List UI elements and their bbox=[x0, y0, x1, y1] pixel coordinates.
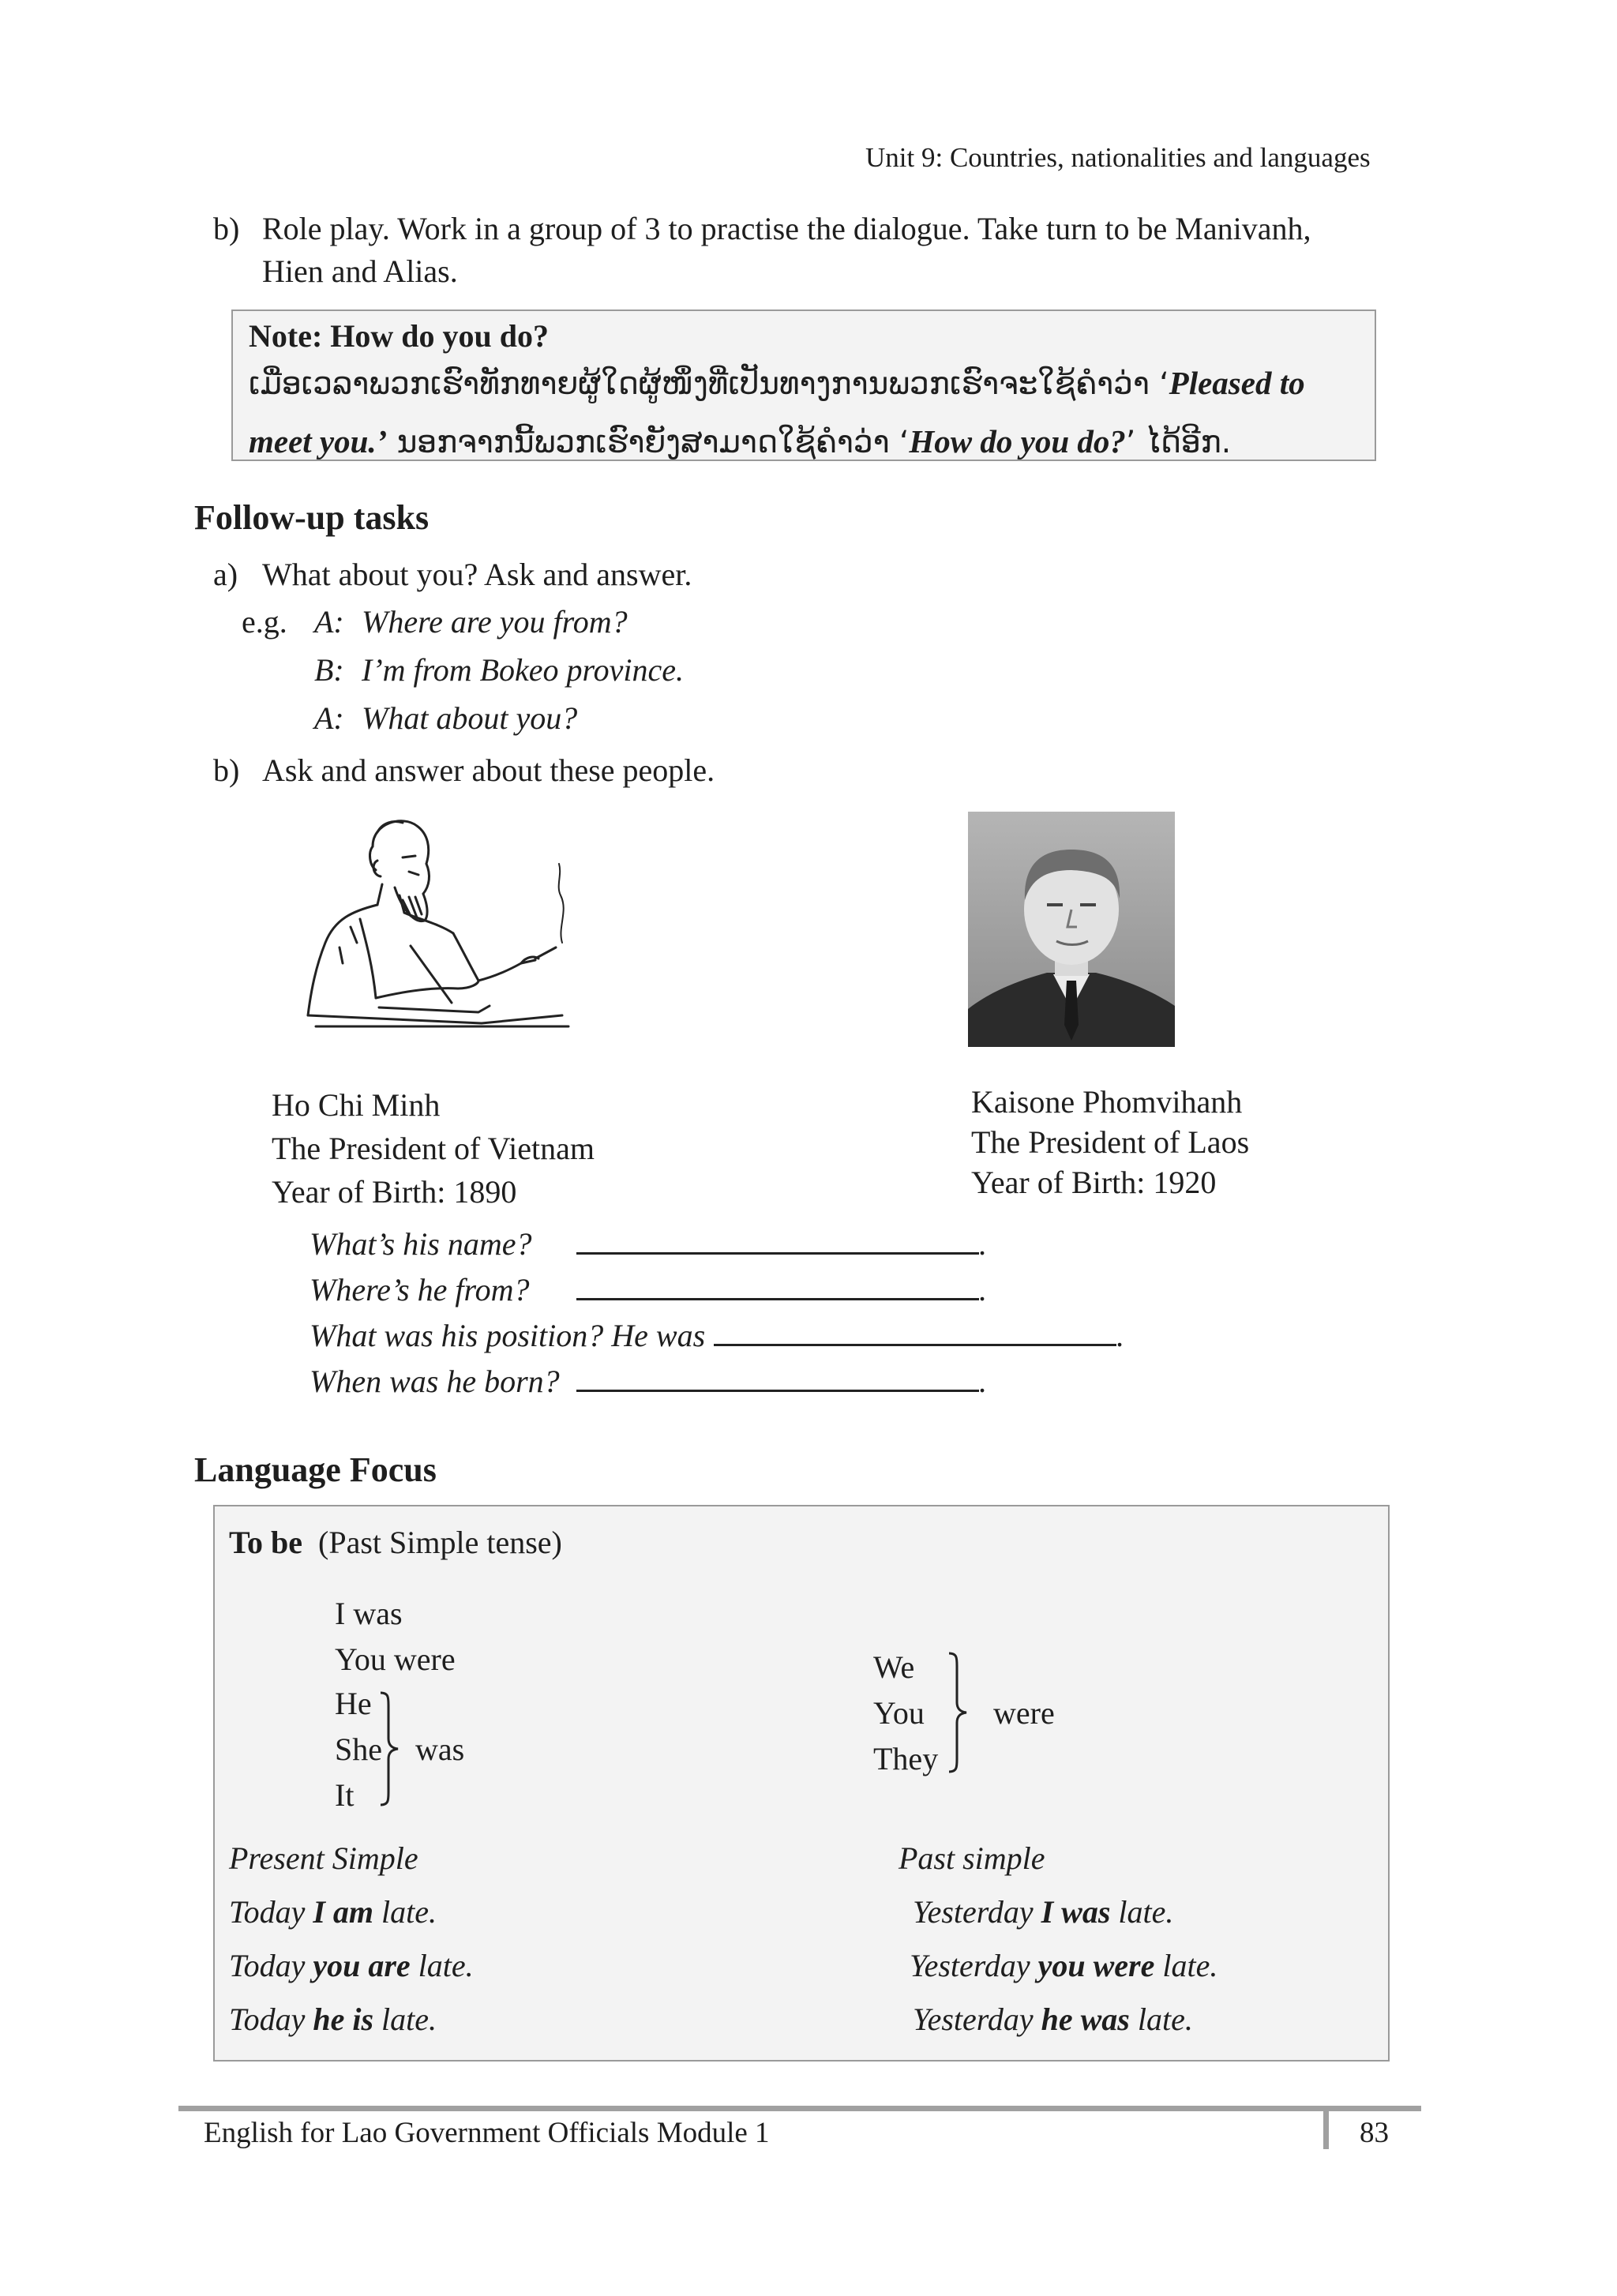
ho-chi-minh-illustration bbox=[284, 808, 592, 1045]
verb-were: were bbox=[993, 1695, 1055, 1731]
dialogue-line bbox=[314, 700, 577, 737]
pronoun-they: They bbox=[873, 1741, 939, 1776]
note-line-2 bbox=[249, 413, 1359, 471]
pronoun-it: It bbox=[335, 1777, 355, 1813]
follow-up-b-text: Ask and answer about these people. bbox=[262, 752, 715, 788]
role-play-line1: Role play. Work in a group of 3 to practise the dialogue. Take turn to be Manivanh, bbox=[262, 211, 1311, 246]
note-lao-text-1: ເມື່ອເວລາພວກເຮົາທັກທາຍຜູ້ໃດຜູ້ໜຶ່ງທີ່ເປັນທາງການພວກເຮົາຈະໃຊ້ຄຳວ່າ ‘ bbox=[249, 366, 1169, 402]
item-label: b) bbox=[213, 752, 240, 788]
person-birth-year: Year of Birth: 1920 bbox=[971, 1165, 1217, 1200]
question-name: What’s his name? bbox=[310, 1226, 532, 1262]
pronoun-we: We bbox=[873, 1649, 915, 1685]
follow-up-item-b bbox=[213, 752, 715, 789]
person-position: The President of Vietnam bbox=[272, 1131, 595, 1166]
question-origin: Where’s he from? bbox=[310, 1272, 530, 1307]
pronoun-she: She bbox=[335, 1731, 382, 1767]
person-caption-ho-chi-minh bbox=[272, 1083, 595, 1214]
footer-divider bbox=[1323, 2106, 1329, 2149]
present-example: Today you are late. bbox=[229, 1948, 474, 1983]
form-i-was: I was bbox=[335, 1596, 403, 1631]
note-lao-text-2: ນອກຈາກນີ້ພວກເຮົາຍັງສາມາດໃຊ້ຄຳວ່າ ‘ bbox=[387, 425, 910, 460]
dialogue-text: Where are you from? bbox=[362, 604, 628, 640]
person-name: Ho Chi Minh bbox=[272, 1087, 441, 1123]
present-simple-label: Present Simple bbox=[229, 1840, 418, 1876]
answer-blank[interactable]: . bbox=[576, 1225, 987, 1262]
kaisone-phomvihanh-photo bbox=[968, 812, 1175, 1047]
person-caption-kaisone bbox=[971, 1082, 1249, 1202]
present-example: Today he is late. bbox=[229, 2001, 437, 2037]
dialogue-text: I’m from Bokeo province. bbox=[362, 652, 685, 688]
follow-up-heading: Follow-up tasks bbox=[194, 498, 430, 537]
pronoun-you-plural: You bbox=[873, 1695, 925, 1731]
grammar-heading-rest: (Past Simple tense) bbox=[318, 1525, 562, 1560]
answer-blank[interactable]: . bbox=[576, 1271, 987, 1308]
past-example: Yesterday he was late. bbox=[913, 2001, 1193, 2037]
follow-up-item-a bbox=[213, 556, 692, 593]
brace-icon bbox=[946, 1650, 970, 1775]
pronoun-he: He bbox=[335, 1686, 372, 1721]
page-number: 83 bbox=[1360, 2117, 1389, 2149]
question-birth: When was he born? bbox=[310, 1364, 560, 1399]
past-example: Yesterday I was late. bbox=[913, 1894, 1174, 1930]
answer-blank[interactable]: . bbox=[714, 1317, 1124, 1354]
note-line-1 bbox=[249, 355, 1359, 413]
dialogue-line bbox=[314, 651, 684, 688]
question-position: What was his position? He was bbox=[310, 1318, 706, 1353]
past-example: Yesterday you were late. bbox=[910, 1948, 1218, 1983]
item-label: a) bbox=[213, 557, 238, 592]
note-title: Note: How do you do? bbox=[249, 318, 550, 354]
unit-title: Unit 9: Countries, nationalities and languages bbox=[865, 142, 1371, 173]
dialogue-line bbox=[314, 603, 628, 640]
eg-label: e.g. bbox=[242, 604, 287, 640]
item-label: b) bbox=[213, 211, 240, 246]
role-play-line2: Hien and Alias. bbox=[262, 253, 458, 289]
person-birth-year: Year of Birth: 1890 bbox=[272, 1174, 517, 1210]
speaker: A: bbox=[314, 604, 344, 640]
speaker: B: bbox=[314, 652, 344, 688]
brace-icon bbox=[377, 1690, 401, 1808]
form-you-were: You were bbox=[335, 1641, 456, 1677]
dialogue-text: What about you? bbox=[362, 700, 578, 736]
answer-blank[interactable]: . bbox=[576, 1363, 987, 1400]
note-en-phrase-3: How do you do? bbox=[909, 423, 1126, 460]
verb-was: was bbox=[415, 1731, 465, 1767]
note-en-phrase-1: Pleased to bbox=[1169, 365, 1305, 401]
follow-up-a-text: What about you? Ask and answer. bbox=[262, 557, 692, 592]
language-focus-heading: Language Focus bbox=[194, 1450, 437, 1489]
person-name: Kaisone Phomvihanh bbox=[971, 1084, 1243, 1120]
role-play-item bbox=[213, 210, 1311, 247]
person-position: The President of Laos bbox=[971, 1124, 1250, 1160]
note-lao-tail: ’ ໄດ້ອີກ. bbox=[1125, 425, 1232, 460]
footer-rule bbox=[178, 2106, 1421, 2111]
present-example: Today I am late. bbox=[229, 1894, 437, 1930]
footer-book-title: English for Lao Government Officials Module 1 bbox=[204, 2117, 770, 2149]
past-simple-label: Past simple bbox=[899, 1840, 1045, 1876]
grammar-heading bbox=[229, 1524, 562, 1561]
note-box bbox=[231, 310, 1376, 461]
grammar-heading-bold: To be bbox=[229, 1525, 303, 1560]
note-en-phrase-2: meet you.’ bbox=[249, 423, 388, 460]
speaker: A: bbox=[314, 700, 344, 736]
